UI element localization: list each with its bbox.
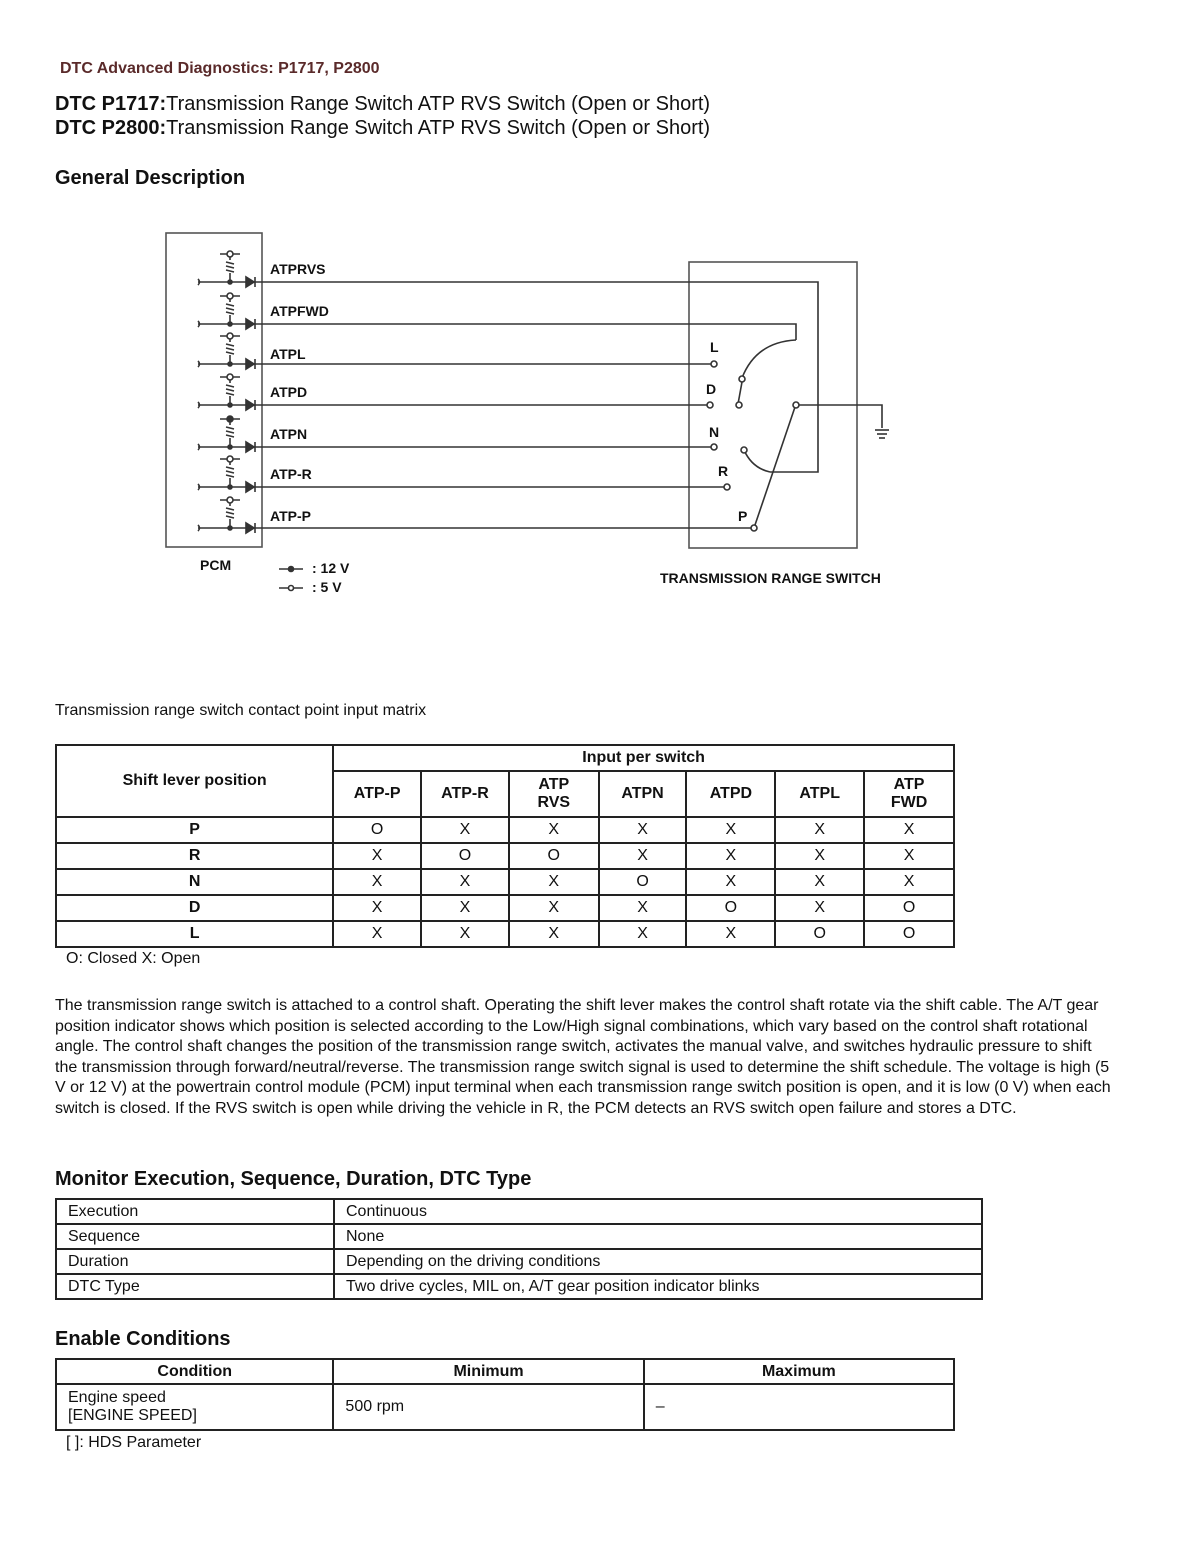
enable-conditions-table: [55, 1358, 955, 1431]
state-cell: O: [509, 843, 599, 869]
state-cell: X: [599, 843, 687, 869]
hds-parameter-note: [ ]: HDS Parameter: [66, 1434, 202, 1451]
state-cell: X: [509, 869, 599, 895]
col-header-atp-rvs: ATP RVS: [509, 771, 599, 817]
col-header-atpd: ATPD: [686, 771, 775, 817]
label-cell: Sequence: [56, 1224, 334, 1249]
contact-label: R: [718, 463, 729, 479]
state-cell: O: [775, 921, 864, 947]
table-row: [56, 1274, 982, 1299]
col-header-atpl: ATPL: [775, 771, 864, 817]
table-row: [56, 1249, 982, 1274]
state-cell: X: [333, 869, 421, 895]
signal-label: ATP-P: [270, 508, 311, 524]
label-cell: DTC Type: [56, 1274, 334, 1299]
state-cell: X: [509, 895, 599, 921]
circuit-diagram: [150, 215, 950, 615]
table-row: [56, 869, 954, 895]
enable-conditions-heading: Enable Conditions: [55, 1328, 231, 1350]
state-cell: X: [686, 843, 775, 869]
dtc-description: Transmission Range Switch ATP RVS Switch (Open or Short): [166, 93, 711, 115]
state-cell: O: [421, 843, 509, 869]
dtc-description: Transmission Range Switch ATP RVS Switch (Open or Short): [166, 117, 711, 139]
state-cell: O: [864, 895, 954, 921]
position-cell: P: [56, 817, 333, 843]
table-row: [56, 895, 954, 921]
matrix-caption: Transmission range switch contact point input matrix: [55, 702, 427, 719]
state-cell: X: [864, 843, 954, 869]
col-header-atp-r: ATP-R: [421, 771, 509, 817]
minimum-cell: 500 rpm: [333, 1384, 643, 1430]
state-cell: X: [333, 895, 421, 921]
col-header-condition: Condition: [56, 1359, 333, 1384]
state-cell: X: [775, 869, 864, 895]
contact-matrix-table: [55, 744, 955, 948]
state-cell: X: [599, 921, 687, 947]
dtc-code: DTC P2800:: [55, 117, 167, 139]
value-cell: Two drive cycles, MIL on, A/T gear position indicator blinks: [334, 1274, 982, 1299]
dtc-code: DTC P1717:: [55, 93, 167, 115]
condition-cell: Engine speed [ENGINE SPEED]: [56, 1384, 333, 1430]
signal-label: ATPL: [270, 346, 306, 362]
col-header-minimum: Minimum: [333, 1359, 643, 1384]
state-cell: X: [686, 817, 775, 843]
state-cell: X: [686, 921, 775, 947]
col-header-atp-fwd: ATP FWD: [864, 771, 954, 817]
value-cell: Depending on the driving conditions: [334, 1249, 982, 1274]
state-cell: X: [775, 843, 864, 869]
position-cell: R: [56, 843, 333, 869]
state-cell: O: [333, 817, 421, 843]
table-row: [56, 817, 954, 843]
row-header: Shift lever position: [56, 745, 333, 817]
pcm-label: PCM: [200, 557, 232, 573]
group-header: Input per switch: [333, 745, 954, 771]
maximum-cell: –: [644, 1384, 954, 1430]
label-cell: Execution: [56, 1199, 334, 1224]
table-row: [56, 1224, 982, 1249]
table-row: [56, 1199, 982, 1224]
signal-label: ATPD: [270, 384, 308, 400]
value-cell: None: [334, 1224, 982, 1249]
state-cell: X: [421, 817, 509, 843]
signal-label: ATPRVS: [270, 261, 326, 277]
state-cell: X: [775, 895, 864, 921]
signal-label: ATPN: [270, 426, 308, 442]
state-cell: X: [599, 817, 687, 843]
contact-label: D: [706, 381, 717, 397]
contact-label: P: [738, 508, 748, 524]
table-row: [56, 921, 954, 947]
state-cell: X: [509, 921, 599, 947]
general-description-heading: General Description: [55, 167, 246, 189]
position-cell: D: [56, 895, 333, 921]
contact-label: L: [710, 339, 719, 355]
col-header-atpn: ATPN: [599, 771, 687, 817]
pcm-circuits: [198, 251, 262, 533]
signal-label: ATPFWD: [270, 303, 329, 319]
contact-label: N: [709, 424, 720, 440]
col-header-atp-p: ATP-P: [333, 771, 421, 817]
state-cell: X: [864, 869, 954, 895]
state-cell: O: [864, 921, 954, 947]
value-cell: Continuous: [334, 1199, 982, 1224]
legend-12v: : 12 V: [312, 560, 350, 576]
state-cell: X: [333, 921, 421, 947]
state-cell: X: [421, 921, 509, 947]
monitor-heading: Monitor Execution, Sequence, Duration, DTC Type: [55, 1168, 532, 1190]
state-cell: X: [421, 869, 509, 895]
switch-label: TRANSMISSION RANGE SWITCH: [660, 570, 881, 586]
state-cell: X: [686, 869, 775, 895]
state-cell: X: [333, 843, 421, 869]
state-cell: O: [599, 869, 687, 895]
table-row: [56, 1384, 954, 1430]
table-row: [56, 843, 954, 869]
state-cell: X: [599, 895, 687, 921]
position-cell: N: [56, 869, 333, 895]
state-cell: X: [421, 895, 509, 921]
document-header: DTC Advanced Diagnostics: P1717, P2800: [60, 60, 380, 77]
monitor-table: [55, 1198, 983, 1300]
col-header-maximum: Maximum: [644, 1359, 954, 1384]
position-cell: L: [56, 921, 333, 947]
state-cell: X: [509, 817, 599, 843]
matrix-legend: O: Closed X: Open: [66, 950, 201, 967]
signal-label: ATP-R: [270, 466, 312, 482]
state-cell: X: [775, 817, 864, 843]
state-cell: O: [686, 895, 775, 921]
dtc-title-p2800: [55, 117, 710, 140]
description-paragraph: The transmission range switch is attached to a control shaft. Operating the shift lever makes the control shaft rotate via the shift cable. The A/T gear position indicator shows which position is selected according to the Low/High signal combinations, which vary based on the control shaft rotational angle. The control shaft changes the position of the transmission range switch, activates the manual valve, and switches hydraulic pressure to shift the transmission through forward/neutral/reverse. The transmission range switch signal is used to determine the shift schedule. The voltage is high (5 V or 12 V) at the powertrain control module (PCM) input terminal when each transmission range switch position is open, and it is low (0 V) when each switch is closed. If the RVS switch is open while driving the vehicle in R, the PCM detects an RVS switch open failure and stores a DTC.: [55, 997, 1111, 1117]
state-cell: X: [864, 817, 954, 843]
label-cell: Duration: [56, 1249, 334, 1274]
dtc-title-p1717: [55, 93, 710, 116]
legend-5v: : 5 V: [312, 579, 342, 595]
